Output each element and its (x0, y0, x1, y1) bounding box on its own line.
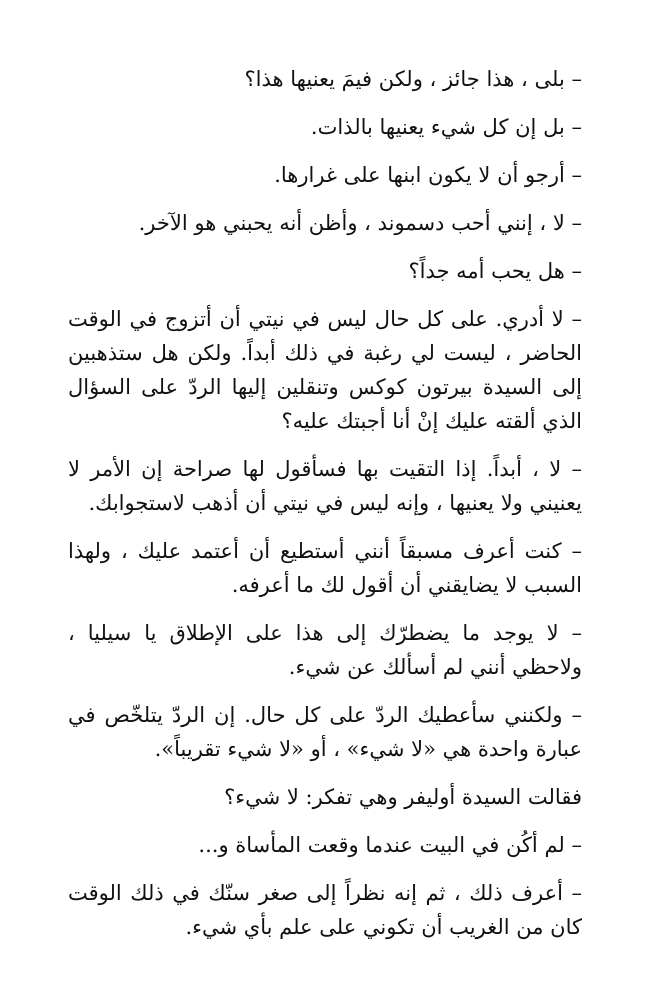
paragraph: – لم أكُن في البيت عندما وقعت المأساة و... (198, 833, 582, 857)
paragraph: – بل إن كل شيء يعنيها بالذات. (310, 115, 582, 139)
paragraph: – لا يوجد ما يضطرّك إلى هذا على الإطلاق يا سيليا ، ولاحظي أنني لم أسألك عن شيء. (68, 621, 582, 679)
paragraph: – كنت أعرف مسبقاً أنني أستطيع أن أعتمد عليك ، ولهذا السبب لا يضايقني أن أقول لك ما أعرفه. (68, 539, 582, 597)
paragraph: – أعرف ذلك ، ثم إنه نظراً إلى صغر سنّك في ذلك الوقت كان من الغريب أن تكوني على علم بأي شيء. (68, 881, 582, 939)
paragraph: – لا أدري. على كل حال ليس في نيتي أن أتزوج في الوقت الحاضر ، ليست لي رغبة في ذلك أبداً. ولكن هل ستذهبين إلى السيدة بيرتون كوكس وتنقلين إليها الردّ على السؤال الذي ألقته عليك إنْ أنا أجبتك عليه؟ (68, 307, 582, 433)
page-text (68, 62, 582, 944)
paragraph: – ولكنني سأعطيك الردّ على كل حال. إن الردّ يتلخّص في عبارة واحدة هي «لا شيء» ، أو «لا شيء تقريباً». (68, 703, 582, 761)
paragraph: – أرجو أن لا يكون ابنها على غرارها. (274, 163, 582, 187)
paragraph: – هل يحب أمه جداً؟ (408, 259, 582, 283)
paragraph: – لا ، إنني أحب دسموند ، وأظن أنه يحبني هو الآخر. (138, 211, 582, 235)
paragraph: – لا ، أبداً. إذا التقيت بها فسأقول لها صراحة إن الأمر لا يعنيني ولا يعنيها ، وإنه ليس في نيتي أن أذهب لاستجوابك. (68, 457, 582, 515)
paragraph: فقالت السيدة أوليفر وهي تفكر: لا شيء؟ (224, 785, 582, 809)
paragraph: – بلى ، هذا جائز ، ولكن فيمَ يعنيها هذا؟ (244, 67, 582, 91)
